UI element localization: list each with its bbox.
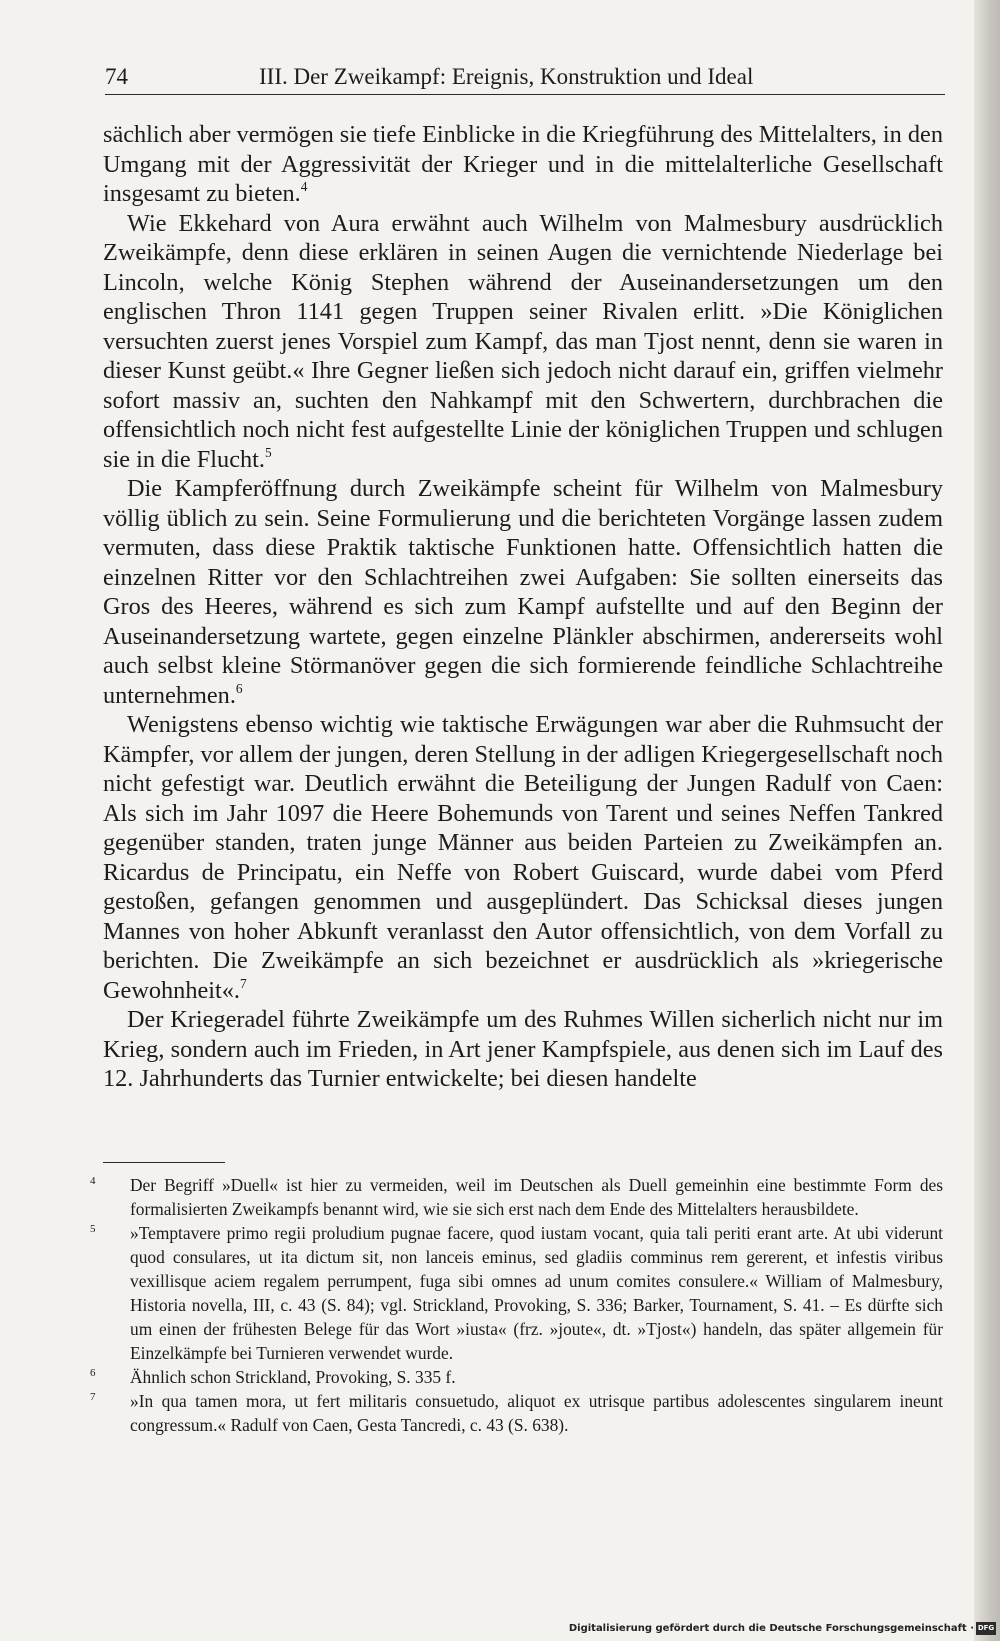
footnotes [90, 1173, 943, 1437]
footnote-mark: 5 [90, 1223, 96, 1235]
paragraph [103, 120, 943, 209]
footnote-ref: 4 [300, 178, 308, 194]
paragraph-text: Die Kampferöffnung durch Zweikämpfe scheint für Wilhelm von Malmesbury völlig üblich zu sein. Seine Formulierung und die berichteten Vorgänge lassen zudem vermuten, dass diese Praktik taktische Funktionen hatte. Offensichtlich hatten die einzelnen Ritter vor den Schlachtreihen zwei Aufgaben: Sie sollten einerseits das Gros des Heeres, während es sich zum Kampf aufstellte und auf den Beginn der Auseinandersetzung wartete, gegen einzelne Plänkler abschirmen, andererseits wohl auch selbst kleine Störmanöver gegen die sich formierende feindliche Schlachtreihe unternehmen. [103, 475, 943, 709]
footnote-separator [103, 1162, 225, 1163]
paragraph-text: Der Kriegeradel führte Zweikämpfe um des Ruhmes Willen sicherlich nicht nur im Krieg, sondern auch im Frieden, in Art jener Kampfspiele, aus denen sich im Lauf des 12. Jahrhunderts das Turnier entwickelte; bei diesen handelte [103, 1006, 943, 1092]
page-edge-shadow [974, 0, 1000, 1641]
paragraph-text: Wie Ekkehard von Aura erwähnt auch Wilhelm von Malmesbury ausdrücklich Zweikämpfe, denn diese erklären in seinen Augen die vernichtende Niederlage bei Lincoln, welche König Stephen während der Auseinandersetzungen um den englischen Thron 1141 gegen Truppen seiner Rivalen erlitt. »Die Königlichen versuchten zuerst jenes Vorspiel zum Kampf, das man Tjost nennt, denn sie waren in dieser Kunst geübt.« Ihre Gegner ließen sich jedoch nicht darauf ein, griffen vielmehr sofort massiv an, suchten den Nahkampf mit den Schwertern, durchbrachen die offensichtlich noch nicht fest aufgestellte Linie der königlichen Truppen und schlugen sie in die Flucht. [103, 209, 943, 473]
paragraph-text: sächlich aber vermögen sie tiefe Einblicke in die Kriegführung des Mittelalters, in den Umgang mit der Aggressivität der Krieger und in die mittelalterliche Gesellschaft insgesamt zu bieten. [103, 121, 943, 207]
digitization-note: Digitalisierung gefördert durch die Deutsche Forschungsgemeinschaft · [568, 1623, 974, 1634]
footnote-text: »In qua tamen mora, ut fert militaris consuetudo, aliquot ex utrisque partibus adolescentes singularem ineunt congressum.« Radulf von Caen, Gesta Tancredi, c. 43 (S. 638). [130, 1391, 943, 1435]
paragraph [103, 710, 943, 1005]
footnote-text: Ähnlich schon Strickland, Provoking, S. 335 f. [130, 1367, 456, 1387]
footnote-mark: 7 [90, 1391, 96, 1403]
footnote-ref: 5 [264, 444, 272, 460]
page-number: 74 [105, 64, 128, 89]
footnote [90, 1389, 943, 1437]
paragraph [103, 1005, 943, 1094]
main-text [103, 120, 943, 1094]
footnote-mark: 6 [90, 1367, 96, 1379]
footnote-mark: 4 [90, 1175, 96, 1187]
footnote-ref: 7 [239, 975, 247, 991]
footnote-text: »Temptavere primo regii proludium pugnae facere, quod iustam vocant, quia tali periti erant arte. At ubi viderunt quod consulares, ut ita dictum sit, non lanceis eminus, sed gladiis comminus rem gererent, et infestis viribus vexillisque aciem regalem perrumpent, fuga sibi omnes ad unum comites consulere.« William of Malmesbury, Historia novella, III, c. 43 (S. 84); vgl. Strickland, Provoking, S. 336; Barker, Tournament, S. 41. – Es dürfte sich um einen der frühesten Belege für das Wort »iusta« (frz. »joute«, dt. »Tjost«) handeln, das später allgemein für Einzelkämpfe bei Turnieren verwendet wurde. [130, 1223, 943, 1363]
footnote [90, 1221, 943, 1365]
footnote [90, 1365, 943, 1389]
dfg-logo-icon: DFG [976, 1622, 996, 1635]
paragraph [103, 474, 943, 710]
footnote [90, 1173, 943, 1221]
page-header [105, 58, 945, 95]
footnote-ref: 6 [235, 680, 243, 696]
footnote-text: Der Begriff »Duell« ist hier zu vermeiden, weil im Deutschen als Duell gemeinhin eine bestimmte Form des formalisierten Zweikampfs benannt wird, wie sie sich erst nach dem Ende des Mittelalters herausbildete. [130, 1175, 943, 1219]
paragraph [103, 209, 943, 475]
running-head: III. Der Zweikampf: Ereignis, Konstruktion und Ideal [259, 64, 754, 89]
paragraph-text: Wenigstens ebenso wichtig wie taktische Erwägungen war aber die Ruhmsucht der Kämpfer, vor allem der jungen, deren Stellung in der adligen Kriegergesellschaft noch nicht gefestigt war. Deutlich erwähnt die Beteiligung der Jungen Radulf von Caen: Als sich im Jahr 1097 die Heere Bohemunds von Tarent und seines Neffen Tankred gegenüber standen, traten junge Männer aus beiden Parteien zu Zweikämpfen an. Ricardus de Principatu, ein Neffe von Robert Guiscard, wurde dabei vom Pferd gestoßen, gefangen genommen und ausgeplündert. Das Schicksal dieses jungen Mannes von hoher Abkunft veranlasst den Autor offensichtlich, von dem Vorfall zu berichten. Die Zweikämpfe an sich bezeichnet er ausdrücklich als »kriegerische Gewohnheit«. [103, 711, 943, 1004]
